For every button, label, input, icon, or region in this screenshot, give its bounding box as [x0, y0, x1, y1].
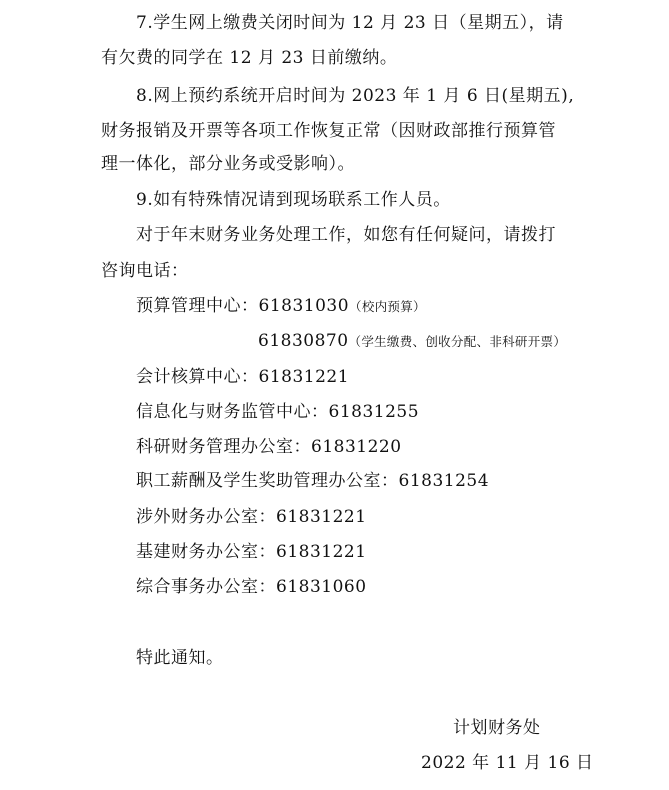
- item-7-line-1: [136, 12, 564, 34]
- contact-phone: 61830870: [258, 331, 349, 351]
- contact-research-finance-office: [136, 436, 402, 458]
- signature-date: 2022 年 11 月 16 日: [421, 753, 594, 773]
- item-9-text-1: 如有特殊情况请到现场联系工作人员。: [153, 190, 451, 210]
- contact-phone: 61831221: [276, 507, 367, 527]
- item-8-line-1: [136, 85, 574, 107]
- contact-payroll-office: [136, 470, 489, 492]
- item-9-number: 9.: [136, 190, 154, 210]
- contact-label: 科研财务管理办公室：: [136, 437, 311, 457]
- consult-line-1: 对于年末财务业务处理工作，如您有任何疑问，请拨打: [136, 225, 556, 245]
- item-7-number: 7.: [136, 13, 154, 33]
- item-9-line-1: [136, 189, 451, 211]
- contact-budget-center-2: [258, 330, 566, 353]
- contact-label: 基建财务办公室：: [136, 542, 276, 562]
- contact-label: 信息化与财务监管中心：: [136, 402, 329, 422]
- contact-note: （校内预算）: [349, 299, 426, 314]
- item-8-line-2: 财务报销及开票等各项工作恢复正常（因财政部推行预算管: [101, 121, 556, 141]
- signature-department: 计划财务处: [453, 718, 541, 738]
- contact-label: 综合事务办公室：: [136, 577, 276, 597]
- contact-foreign-finance-office: [136, 506, 367, 528]
- contact-label: 预算管理中心：: [136, 296, 259, 316]
- contact-label: 会计核算中心：: [136, 367, 259, 387]
- contact-phone: 61831255: [328, 402, 420, 422]
- closing-text: 特此通知。: [136, 648, 224, 668]
- consult-line-2: 咨询电话：: [101, 261, 189, 281]
- contact-info-supervision-center: [136, 401, 419, 423]
- contact-label: 职工薪酬及学生奖助管理办公室：: [136, 471, 399, 491]
- contact-label: 涉外财务办公室：: [136, 507, 276, 527]
- contact-budget-center: [136, 295, 426, 318]
- contact-phone: 61831060: [276, 577, 367, 597]
- contact-note: （学生缴费、创收分配、非科研开票）: [348, 334, 567, 349]
- contact-phone: 61831221: [276, 542, 367, 562]
- item-8-number: 8.: [136, 86, 154, 106]
- contact-infrastructure-finance-office: [136, 541, 367, 563]
- item-7-line-2: 有欠费的同学在 12 月 23 日前缴纳。: [101, 48, 398, 68]
- contact-phone: 61831030: [258, 296, 350, 316]
- contact-phone: 61831221: [258, 367, 350, 387]
- contact-general-affairs-office: [136, 576, 367, 598]
- contact-accounting-center: [136, 366, 349, 388]
- item-8-line-3: 理一体化，部分业务或受影响）。: [101, 154, 355, 174]
- contact-phone: 61831220: [311, 437, 402, 457]
- item-7-text-1: 学生网上缴费关闭时间为 12 月 23 日（星期五），请: [153, 13, 564, 33]
- item-8-text-1: 网上预约系统开启时间为 2023 年 1 月 6 日(星期五),: [153, 86, 575, 106]
- contact-phone: 61831254: [398, 471, 490, 491]
